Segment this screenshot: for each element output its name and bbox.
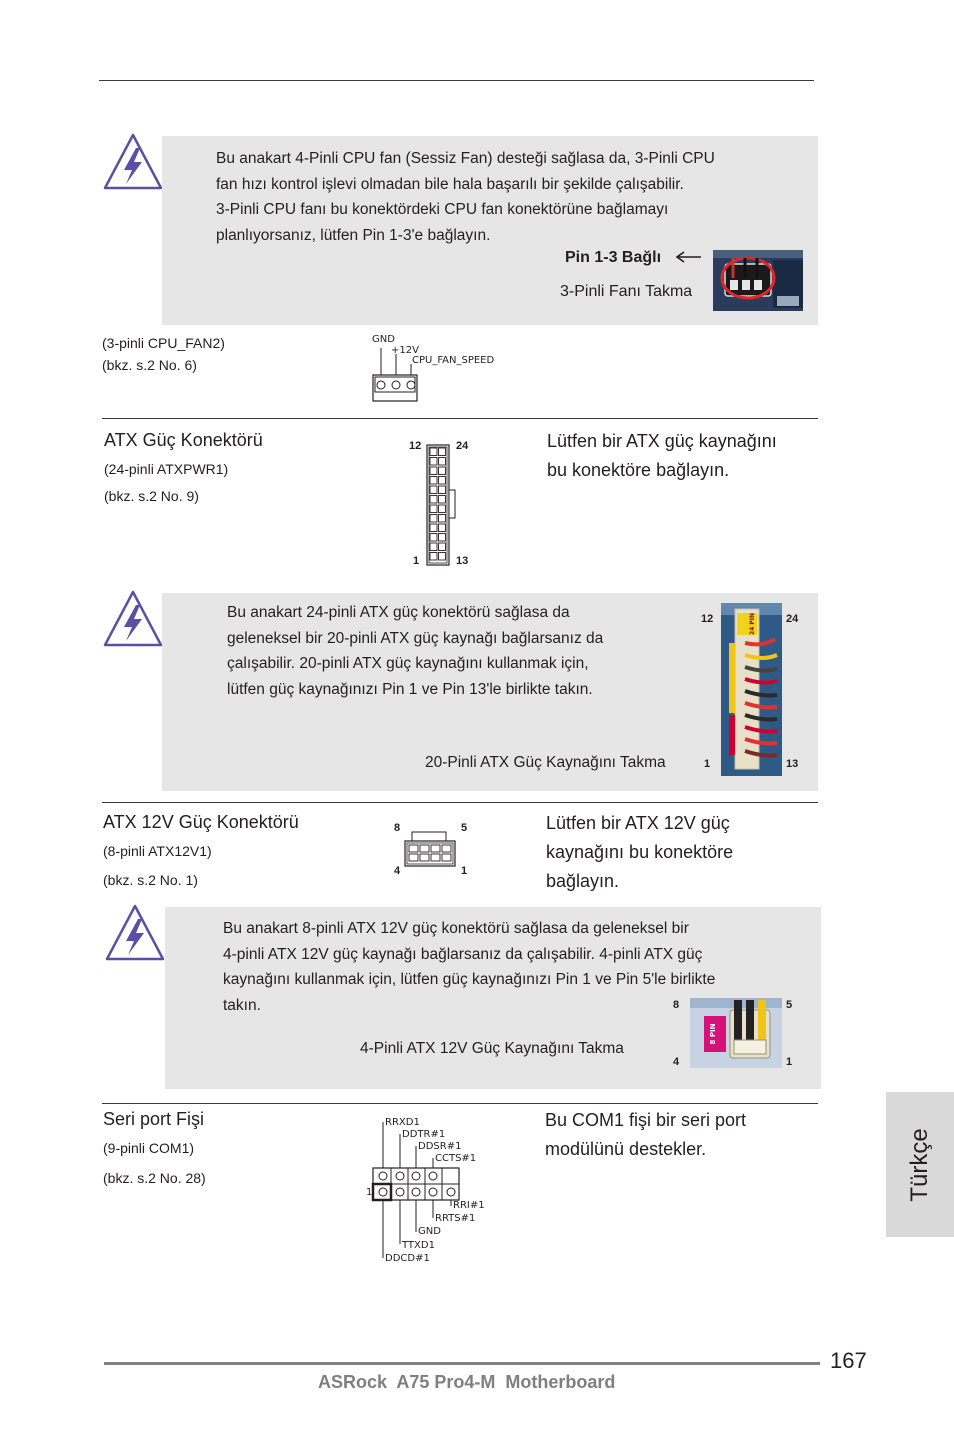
atx12v-photo bbox=[690, 998, 782, 1073]
com-label-rri1: RRI#1 bbox=[453, 1200, 485, 1211]
note-cpu-fan-text bbox=[216, 146, 796, 248]
com-label-ttxd1: TTXD1 bbox=[402, 1240, 435, 1251]
arrow-left-icon bbox=[674, 250, 702, 269]
note-line: 4-pinli ATX 12V güç kaynağı bağlarsanız da çalışabilir. 4-pinli ATX güç bbox=[223, 945, 703, 963]
com-label-ccts1: CCTS#1 bbox=[435, 1153, 477, 1164]
section-rule bbox=[102, 418, 818, 419]
note-line: takın. bbox=[223, 996, 261, 1014]
atx-power-title: ATX Güç Konektörü bbox=[104, 430, 263, 450]
note-line: Bu anakart 24-pinli ATX güç konektörü sağlasa da bbox=[227, 604, 570, 621]
pin-label: 13 bbox=[786, 758, 799, 770]
com-label-ddcd1: DDCD#1 bbox=[385, 1253, 430, 1264]
serial-desc bbox=[545, 1106, 746, 1164]
fan-label-gnd: GND bbox=[372, 334, 395, 345]
note-line: çalışabilir. 20-pinli ATX güç kaynağını kullanmak için, bbox=[227, 655, 589, 672]
desc-line: kaynağını bu konektöre bbox=[546, 842, 734, 862]
com-label-rrxd1: RRXD1 bbox=[385, 1117, 420, 1128]
pin-label: 8 bbox=[673, 999, 680, 1011]
note-line: 3-Pinli CPU fanı bu konektördeki CPU fan konektörüne bağlamayı bbox=[216, 201, 669, 218]
com-label-ddtr1: DDTR#1 bbox=[402, 1129, 446, 1140]
section-rule bbox=[102, 802, 818, 803]
note-line: fan hızı kontrol işlevi olmadan bile hala başarılı bir şekilde çalışabilir. bbox=[216, 175, 684, 193]
pin-label: 12 bbox=[701, 613, 714, 625]
pin-label: 12 bbox=[409, 440, 422, 452]
pin-label: 1 bbox=[786, 1056, 793, 1068]
language-side-tab bbox=[886, 1092, 954, 1237]
pin-label: 1 bbox=[704, 758, 711, 770]
atx-power-ref: (bkz. s.2 No. 9) bbox=[104, 488, 199, 504]
atx-power-model: (24-pinli ATXPWR1) bbox=[104, 461, 229, 477]
photo-label: 8 PIN bbox=[709, 1023, 717, 1045]
pin-label: 24 bbox=[456, 440, 469, 452]
warning-icon bbox=[102, 589, 164, 654]
fan-label-12v: +12V bbox=[391, 345, 419, 356]
fan-connector-photo bbox=[713, 250, 803, 316]
serial-model: (9-pinli COM1) bbox=[103, 1140, 195, 1156]
com-label-rrts1: RRTS#1 bbox=[435, 1213, 476, 1224]
pin-label: 5 bbox=[786, 999, 793, 1011]
desc-line: Lütfen bir ATX 12V güç bbox=[546, 813, 730, 833]
note-line: planlıyorsanız, lütfen Pin 1-3'e bağlayın. bbox=[216, 226, 491, 244]
photo-label: 24 PIN bbox=[749, 612, 756, 636]
pin-label: 1 bbox=[413, 555, 420, 567]
com-label-gnd: GND bbox=[418, 1226, 441, 1237]
pin-label: 1 bbox=[461, 865, 468, 877]
note-line: Bu anakart 8-pinli ATX 12V güç konektörü sağlasa da geleneksel bir bbox=[223, 920, 689, 937]
desc-line: bağlayın. bbox=[546, 871, 620, 891]
atx12v-connector-diagram bbox=[403, 830, 457, 873]
cpu-fan2-ref: (bkz. s.2 No. 6) bbox=[102, 357, 197, 373]
atx12v-model: (8-pinli ATX12V1) bbox=[103, 843, 212, 859]
fan-label-speed: CPU_FAN_SPEED bbox=[412, 355, 495, 366]
serial-title: Seri port Fişi bbox=[103, 1109, 205, 1129]
top-rule bbox=[99, 80, 814, 81]
note-line: kaynağını kullanmak için, lütfen güç kaynağınızı Pin 1 ve Pin 5'le birlikte bbox=[223, 971, 716, 988]
language-label: Türkçe bbox=[906, 1127, 933, 1202]
atx24-connector-diagram bbox=[426, 444, 460, 571]
note-cpu-fan-caption: 3-Pinli Fanı Takma bbox=[560, 283, 693, 300]
pin-label: 24 bbox=[786, 613, 799, 625]
desc-line: Bu COM1 fişi bir seri port bbox=[545, 1110, 747, 1130]
page-number: 167 bbox=[830, 1348, 867, 1373]
atx12v-desc bbox=[546, 809, 733, 896]
desc-line: bu konektöre bağlayın. bbox=[547, 460, 730, 480]
section-rule bbox=[102, 1103, 818, 1104]
atx24-photo bbox=[721, 603, 782, 781]
desc-line: Lütfen bir ATX güç kaynağını bbox=[547, 431, 777, 451]
fan-header-diagram bbox=[370, 342, 422, 409]
pin-connected-label: Pin 1-3 Bağlı bbox=[565, 249, 662, 266]
pin-label: 13 bbox=[456, 555, 469, 567]
note-atx12v-caption: 4-Pinli ATX 12V Güç Kaynağını Takma bbox=[360, 1040, 624, 1057]
note-line: geleneksel bir 20-pinli ATX güç kaynağı bağlarsanız da bbox=[227, 629, 604, 647]
footer-rule bbox=[104, 1362, 820, 1365]
pin-label: 4 bbox=[394, 865, 401, 877]
atx12v-title: ATX 12V Güç Konektörü bbox=[103, 812, 299, 832]
note-line: lütfen güç kaynağınızı Pin 1 ve Pin 13'le birlikte takın. bbox=[227, 680, 593, 698]
serial-ref: (bkz. s.2 No. 28) bbox=[103, 1170, 206, 1186]
pin-label: 8 bbox=[394, 822, 401, 834]
cpu-fan2-model: (3-pinli CPU_FAN2) bbox=[102, 335, 225, 351]
footer-title: ASRock A75 Pro4-M Motherboard bbox=[318, 1372, 616, 1392]
desc-line: modülünü destekler. bbox=[545, 1139, 707, 1159]
warning-icon bbox=[104, 903, 166, 968]
com-pin1-label: 1 bbox=[366, 1187, 373, 1198]
pin-label: 5 bbox=[461, 822, 468, 834]
note-line: Bu anakart 4-Pinli CPU fan (Sessiz Fan) desteği sağlasa da, 3-Pinli CPU bbox=[216, 150, 715, 167]
note-atx24-text bbox=[227, 600, 687, 702]
note-atx24-caption: 20-Pinli ATX Güç Kaynağını Takma bbox=[425, 754, 666, 771]
atx12v-ref: (bkz. s.2 No. 1) bbox=[103, 872, 198, 888]
atx-power-desc bbox=[547, 427, 777, 485]
warning-icon bbox=[102, 132, 164, 197]
pin-label: 4 bbox=[673, 1056, 680, 1068]
com-label-ddsr1: DDSR#1 bbox=[418, 1141, 462, 1152]
